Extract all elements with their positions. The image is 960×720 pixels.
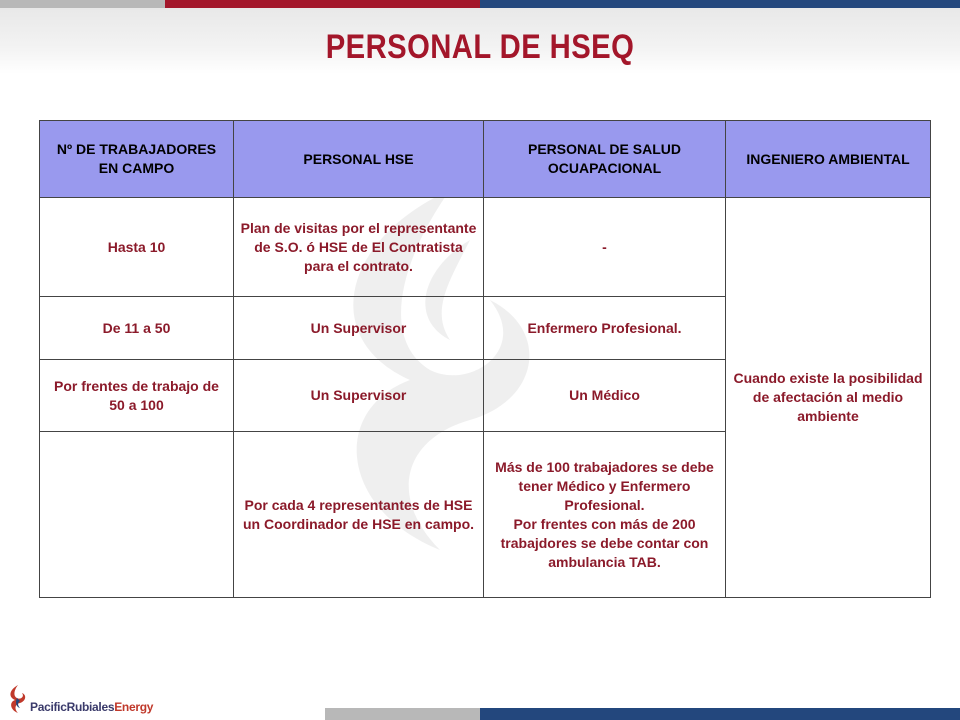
logo-wordmark [30, 700, 153, 714]
bottom-bar-grey-segment [325, 708, 480, 720]
header-hse-personnel: PERSONAL HSE [234, 121, 484, 198]
cell-workers [40, 432, 234, 598]
table-row [40, 198, 931, 297]
pacific-rubiales-flame-icon [6, 684, 28, 714]
top-color-bar [0, 0, 960, 8]
top-bar-red-segment [165, 0, 480, 8]
table-header-row [40, 121, 931, 198]
cell-hse: Un Supervisor [234, 360, 484, 432]
company-logo [6, 680, 153, 714]
bottom-bar-blue-segment [480, 708, 960, 720]
top-bar-grey-segment [0, 0, 165, 8]
cell-workers: Hasta 10 [40, 198, 234, 297]
logo-text-main: PacificRubiales [30, 700, 115, 714]
cell-health [484, 432, 726, 598]
cell-hse: Por cada 4 representantes de HSE un Coordinador de HSE en campo. [234, 432, 484, 598]
health-note-1: Más de 100 trabajadores se debe tener Médico y Enfermero Profesional. [495, 458, 714, 513]
cell-health: - [484, 198, 726, 297]
top-bar-blue-segment [480, 0, 960, 8]
slide-title: PERSONAL DE HSEQ [325, 28, 635, 66]
bottom-color-bar [325, 708, 960, 720]
header-workers: Nº DE TRABAJADORES EN CAMPO [40, 121, 234, 198]
cell-health: Un Médico [484, 360, 726, 432]
cell-hse: Un Supervisor [234, 297, 484, 360]
cell-workers: De 11 a 50 [40, 297, 234, 360]
cell-hse: Plan de visitas por el representante de S.O. ó HSE de El Contratista para el contrato. [234, 198, 484, 297]
cell-health: Enfermero Profesional. [484, 297, 726, 360]
header-occupational-health: PERSONAL DE SALUD OCUAPACIONAL [484, 121, 726, 198]
cell-environmental: Cuando existe la posibilidad de afectación al medio ambiente [726, 198, 931, 598]
header-environmental-engineer: INGENIERO AMBIENTAL [726, 121, 931, 198]
health-note-2: Por frentes con más de 200 trabajdores se debe contar con ambulancia TAB. [500, 515, 709, 570]
hseq-staffing-table [39, 120, 931, 598]
cell-workers: Por frentes de trabajo de 50 a 100 [40, 360, 234, 432]
logo-text-accent: Energy [114, 700, 154, 714]
